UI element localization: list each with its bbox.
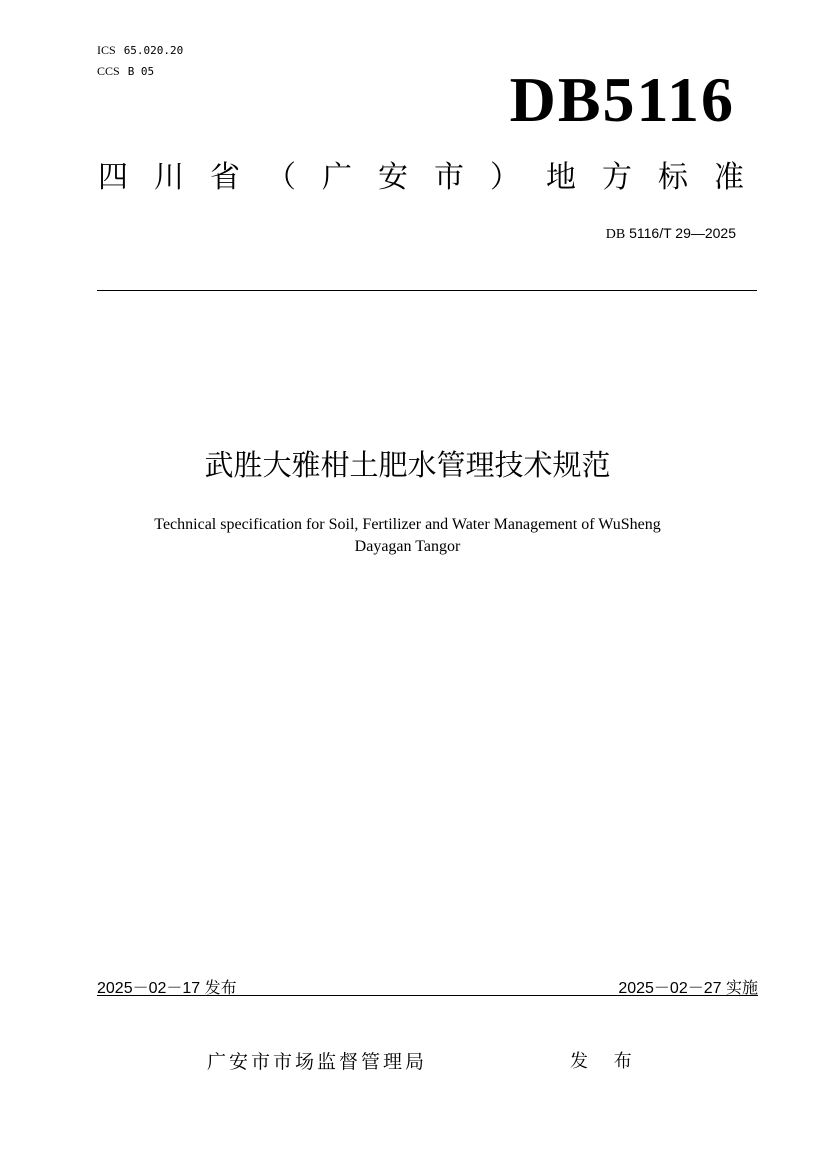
issuer-title xyxy=(98,160,744,196)
issuer-title-char: 标 xyxy=(658,160,688,195)
standard-number xyxy=(606,225,736,243)
issuer-title-char: ） xyxy=(490,160,520,195)
issuer-title-char: 准 xyxy=(714,160,744,195)
issuer-title-char: 四 xyxy=(98,160,128,195)
document-title-english xyxy=(60,514,755,559)
issue-date-value: 2025－02－17 xyxy=(97,980,201,997)
issuer-title-char: 省 xyxy=(210,160,240,195)
issuer-title-char: （ xyxy=(266,160,296,195)
implementation-date-label: 实施 xyxy=(725,980,758,997)
ccs-classification xyxy=(97,64,154,79)
standard-number-code: 5116/T 29—2025 xyxy=(629,225,736,241)
issuing-authority: 广安市市场监督管理局 xyxy=(207,1051,428,1073)
ics-code: 65.020.20 xyxy=(123,44,184,57)
document-title-chinese: 武胜大雅柑土肥水管理技术规范 xyxy=(204,448,611,482)
issuer-title-char: 川 xyxy=(154,160,184,195)
bottom-divider xyxy=(97,995,758,996)
issue-date-label: 发布 xyxy=(204,980,237,997)
issuer-title-char: 地 xyxy=(546,160,576,195)
ics-label: ICS xyxy=(97,43,116,57)
standard-mark: DB5116 xyxy=(509,64,735,135)
english-title-line: Dayagan Tangor xyxy=(354,538,461,556)
issuer-title-char: 方 xyxy=(602,160,632,195)
publish-label: 发 布 xyxy=(570,1051,642,1072)
top-divider xyxy=(97,290,757,291)
english-title-line: Technical specification for Soil, Fertilizer and Water Management of WuSheng xyxy=(154,516,661,533)
issuer-title-char: 广 xyxy=(322,160,352,195)
implementation-date-value: 2025－02－27 xyxy=(618,980,722,997)
ics-classification xyxy=(97,43,183,58)
ccs-label: CCS xyxy=(97,64,120,78)
standard-number-prefix: DB xyxy=(605,227,626,242)
ccs-code: B 05 xyxy=(127,65,155,78)
issuer-title-char: 市 xyxy=(434,160,464,195)
issuer-title-char: 安 xyxy=(378,160,408,195)
